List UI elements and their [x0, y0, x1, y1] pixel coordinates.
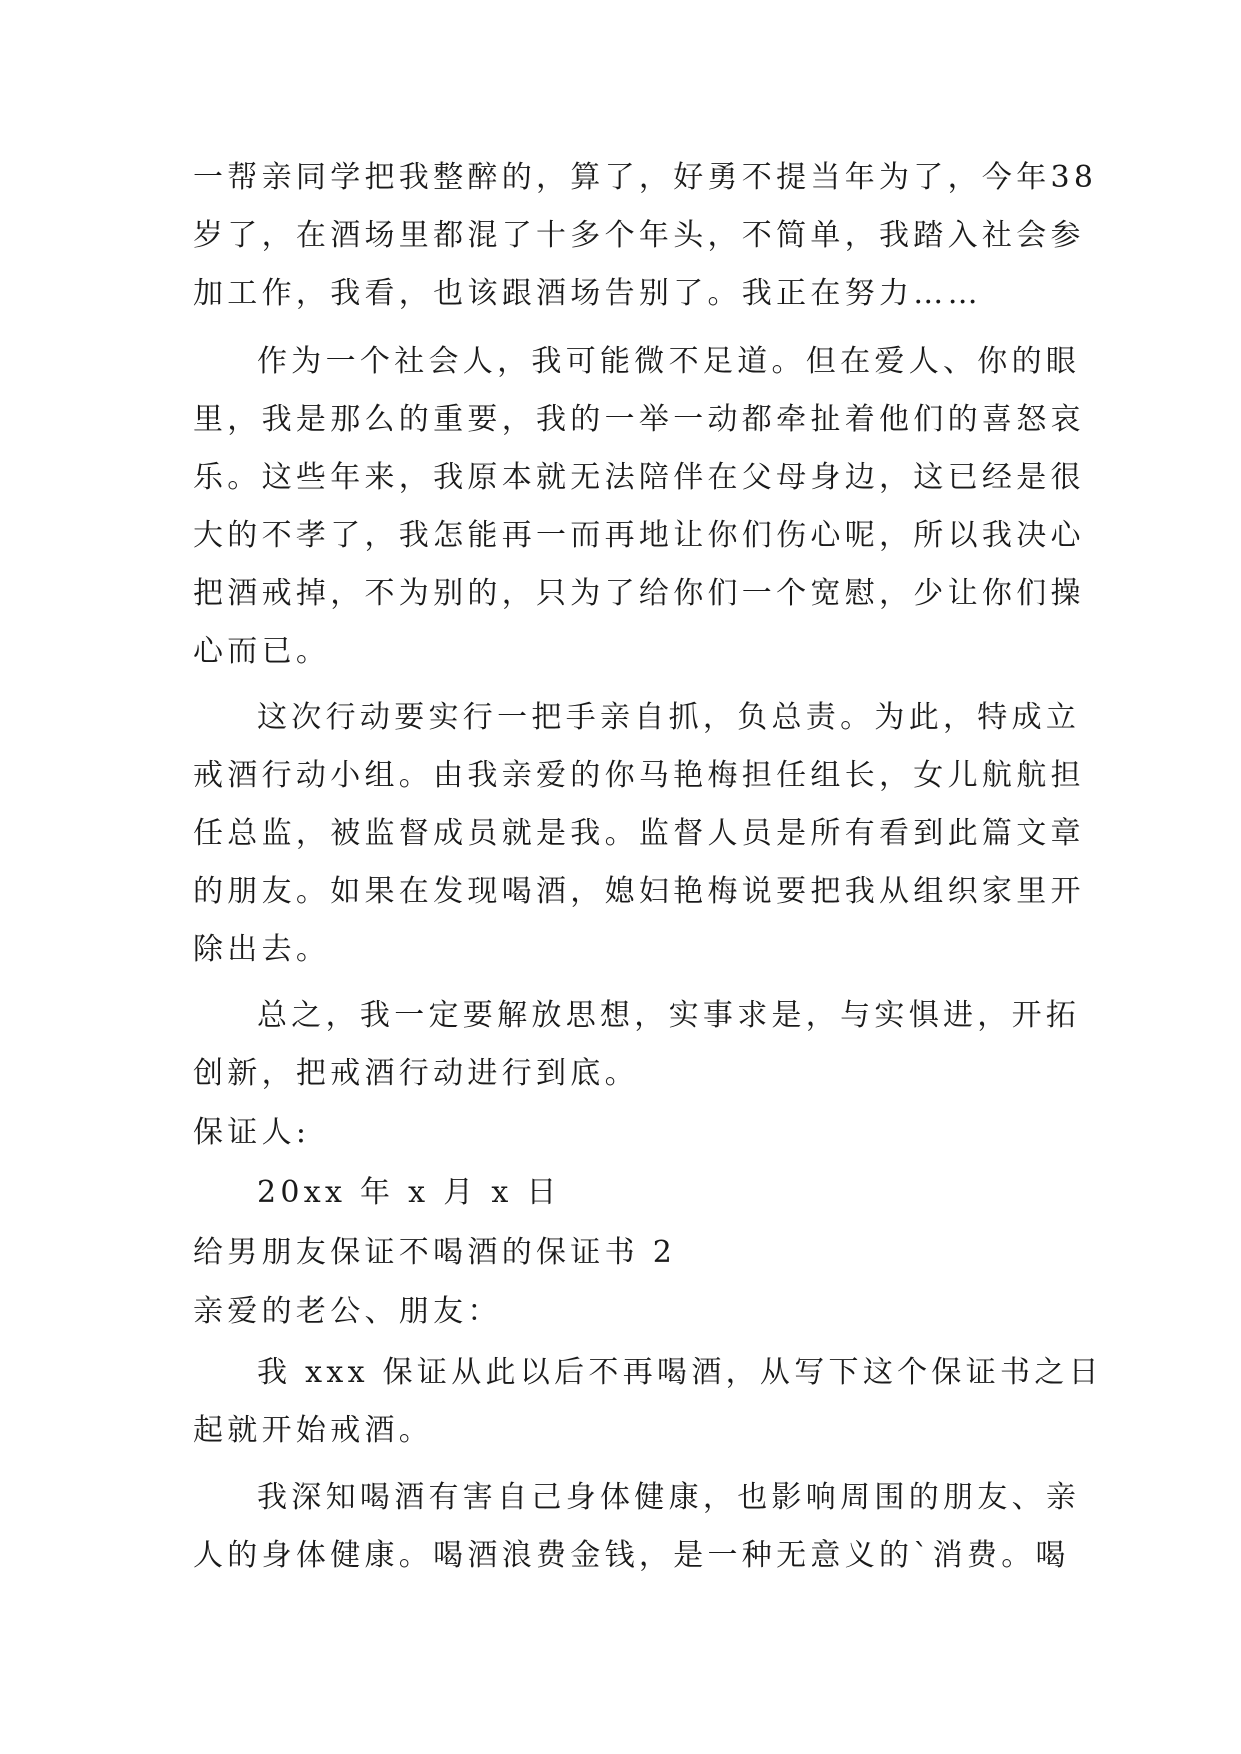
- text-line: 人的身体健康。喝酒浪费金钱，是一种无意义的`消费。喝: [193, 1538, 1070, 1573]
- text-line: 作为一个社会人，我可能微不足道。但在爱人、你的眼: [257, 344, 1081, 379]
- text-line: 心而已。: [193, 634, 331, 669]
- guarantor-label: 保证人:: [193, 1115, 311, 1150]
- salutation: 亲爱的老公、朋友：: [193, 1294, 502, 1329]
- text-line: 我 xxx 保证从此以后不再喝酒，从写下这个保证书之日: [257, 1355, 1103, 1390]
- text-line: 我深知喝酒有害自己身体健康，也影响周围的朋友、亲: [257, 1480, 1081, 1515]
- text-line: 总之，我一定要解放思想，实事求是，与实惧进，开拓: [257, 998, 1081, 1033]
- text-line: 除出去。: [193, 932, 331, 967]
- text-line: 创新，把戒酒行动进行到底。: [193, 1056, 639, 1091]
- text-line: 把酒戒掉，不为别的，只为了给你们一个宽慰，少让你们操: [193, 576, 1085, 611]
- text-line: 这次行动要实行一把手亲自抓，负总责。为此，特成立: [257, 700, 1081, 735]
- text-line: 里，我是那么的重要，我的一举一动都牵扯着他们的喜怒哀: [193, 402, 1085, 437]
- text-line: 起就开始戒酒。: [193, 1413, 434, 1448]
- text-line: 岁了，在酒场里都混了十多个年头，不简单，我踏入社会参: [193, 218, 1085, 253]
- text-line: 乐。这些年来，我原本就无法陪伴在父母身边，这已经是很: [193, 460, 1085, 495]
- text-line: 的朋友。如果在发现喝酒，媳妇艳梅说要把我从组织家里开: [193, 874, 1085, 909]
- text-line: 加工作，我看，也该跟酒场告别了。我正在努力……: [193, 276, 982, 311]
- date-line: 20xx 年 x 月 x 日: [257, 1175, 561, 1210]
- text-line: 任总监，被监督成员就是我。监督人员是所有看到此篇文章: [193, 816, 1085, 851]
- text-line: 戒酒行动小组。由我亲爱的你马艳梅担任组长，女儿航航担: [193, 758, 1085, 793]
- text-line: 一帮亲同学把我整醉的，算了，好勇不提当年为了，今年38: [193, 160, 1098, 195]
- text-line: 大的不孝了，我怎能再一而再地让你们伤心呢，所以我决心: [193, 518, 1085, 553]
- section-heading: 给男朋友保证不喝酒的保证书 2: [193, 1235, 677, 1270]
